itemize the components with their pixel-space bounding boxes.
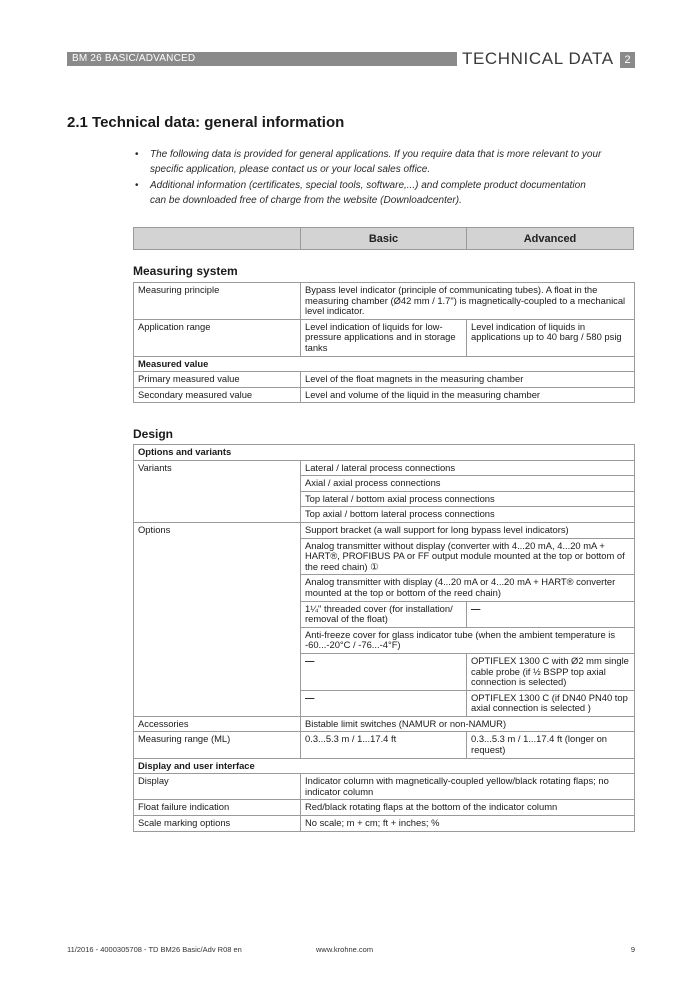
table-row	[134, 522, 635, 538]
row-label: Display	[134, 774, 301, 800]
row-value-advanced: OPTIFLEX 1300 C with Ø2 mm single cable probe (if ½ BSPP top axial connection is selected)	[467, 653, 635, 690]
table-row	[134, 816, 635, 832]
row-value: Axial / axial process connections	[301, 476, 635, 492]
row-value-basic: 1¼" threaded cover (for installation/ removal of the float)	[301, 601, 467, 627]
table-row	[134, 774, 635, 800]
subheader-display-ui: Display and user interface	[134, 758, 635, 774]
row-label: Measuring range (ML)	[134, 732, 301, 758]
table-subheader-row	[134, 356, 635, 372]
subheader-measured-value: Measured value	[134, 356, 635, 372]
page-header	[67, 49, 635, 69]
row-value-basic: —	[301, 653, 467, 690]
table-row	[134, 800, 635, 816]
chapter-number: 2	[620, 52, 635, 68]
row-value: Analog transmitter without display (converter with 4...20 mA, 4...20 mA + HART®, PROFIBUS PA or FF output module mounted at the top or bottom of the reed chain) ①	[301, 538, 635, 575]
group-title-design: Design	[133, 427, 174, 441]
row-value: Top lateral / bottom axial process connections	[301, 491, 635, 507]
column-header-basic: Basic	[301, 228, 467, 249]
group-title-measuring-system: Measuring system	[133, 264, 238, 278]
row-label: Float failure indication	[134, 800, 301, 816]
product-name: BM 26 BASIC/ADVANCED	[72, 53, 196, 64]
row-value-basic: 0.3...5.3 m / 1...17.4 ft	[301, 732, 467, 758]
table-row	[134, 716, 635, 732]
subheader-options-variants: Options and variants	[134, 445, 635, 461]
document-reference: 11/2016 - 4000305708 - TD BM26 Basic/Adv R08 en	[67, 945, 242, 954]
section-title: 2.1 Technical data: general information	[67, 114, 345, 131]
row-value-advanced: OPTIFLEX 1300 C (if DN40 PN40 top axial connection is selected )	[467, 690, 635, 716]
row-label: Application range	[134, 319, 301, 356]
row-value-advanced: Level indication of liquids in applications up to 40 barg / 580 psig	[467, 319, 635, 356]
table-subheader-row	[134, 445, 635, 461]
row-label: Variants	[134, 460, 301, 522]
table-row	[134, 283, 635, 320]
row-label: Scale marking options	[134, 816, 301, 832]
row-value: Indicator column with magnetically-coupled yellow/black rotating flaps; no indicator column	[301, 774, 635, 800]
row-value: No scale; m + cm; ft + inches; %	[301, 816, 635, 832]
table-row	[134, 460, 635, 476]
note-item: • The following data is provided for general applications. If you require data that is more relevant to your specific application, please contact us or your local sales office.	[133, 147, 603, 177]
row-value: Analog transmitter with display (4...20 mA or 4...20 mA + HART® converter mounted at the top or bottom of the reed chain)	[301, 575, 635, 601]
column-header-row	[133, 227, 634, 250]
table-row	[134, 319, 635, 356]
row-value: Anti-freeze cover for glass indicator tube (when the ambient temperature is -60...-20°C / -76...-4°F)	[301, 627, 635, 653]
row-label: Measuring principle	[134, 283, 301, 320]
row-value-advanced: 0.3...5.3 m / 1...17.4 ft (longer on request)	[467, 732, 635, 758]
column-header-advanced: Advanced	[523, 232, 577, 245]
page-number: 9	[630, 945, 635, 954]
row-value: Bypass level indicator (principle of communicating tubes). A float in the measuring chamber (Ø42 mm / 1.7") is magnetically-coupled to a mechanical level indicator.	[301, 283, 635, 320]
row-value: Top axial / bottom lateral process connections	[301, 507, 635, 523]
table-row	[134, 387, 635, 403]
row-value: Bistable limit switches (NAMUR or non-NAMUR)	[301, 716, 635, 732]
section-name: TECHNICAL DATA	[462, 49, 614, 68]
row-value-advanced: —	[467, 601, 635, 627]
row-value: Level and volume of the liquid in the measuring chamber	[301, 387, 635, 403]
design-table	[133, 444, 635, 832]
row-label: Options	[134, 522, 301, 716]
table-subheader-row	[134, 758, 635, 774]
header-bar	[67, 52, 457, 66]
row-label: Secondary measured value	[134, 387, 301, 403]
measuring-system-table	[133, 282, 635, 403]
table-row	[134, 372, 635, 388]
note-item: • Additional information (certificates, special tools, software,...) and complete product documentation can be downloaded free of charge from the website (Downloadcenter).	[133, 178, 603, 208]
row-label: Accessories	[134, 716, 301, 732]
row-label: Primary measured value	[134, 372, 301, 388]
website-link[interactable]: www.krohne.com	[316, 945, 374, 954]
row-value: Red/black rotating flaps at the bottom of the indicator column	[301, 800, 635, 816]
table-row	[134, 732, 635, 758]
row-value: Support bracket (a wall support for long bypass level indicators)	[301, 522, 635, 538]
row-value-basic: —	[301, 690, 467, 716]
row-value: Level of the float magnets in the measuring chamber	[301, 372, 635, 388]
notes-list	[133, 147, 603, 209]
column-header-blank	[134, 228, 301, 249]
row-value: Lateral / lateral process connections	[301, 460, 635, 476]
row-value-basic: Level indication of liquids for low-pressure applications and in storage tanks	[301, 319, 467, 356]
